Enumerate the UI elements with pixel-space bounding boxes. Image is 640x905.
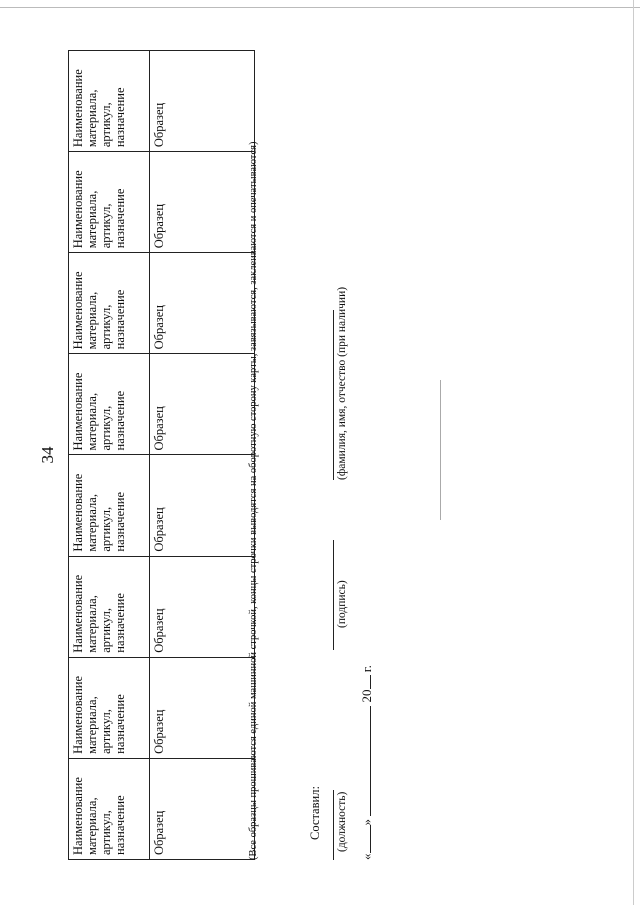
composed-by-label: Составил: [308, 786, 322, 840]
page-right-rule [633, 0, 634, 905]
samples-table [68, 50, 255, 860]
header-cell: Наименование материала, артикул, назначение [69, 152, 150, 253]
name-caption: (фамилия, имя, отчество (при наличии) [336, 286, 348, 480]
year-prefix: 20 [359, 689, 374, 703]
day-blank [358, 826, 371, 854]
header-cell: Наименование материала, артикул, назначение [69, 556, 150, 657]
sample-cell: Образец [150, 556, 255, 657]
page-number: 34 [38, 446, 57, 464]
sample-cell: Образец [150, 253, 255, 354]
date-close-quote: » [359, 819, 374, 826]
scan-artifact-line [440, 380, 441, 520]
sample-cell: Образец [150, 657, 255, 758]
signature-line [333, 540, 334, 650]
table-header-row [69, 51, 150, 860]
table-sample-row [150, 51, 255, 860]
sample-cell: Образец [150, 152, 255, 253]
sample-cell: Образец [150, 758, 255, 859]
month-blank [358, 706, 371, 816]
name-line [333, 310, 334, 480]
sample-cell: Образец [150, 51, 255, 152]
date-row [358, 665, 375, 860]
sample-cell: Образец [150, 354, 255, 455]
year-suffix: г. [359, 665, 374, 673]
header-cell: Наименование материала, артикул, назначение [69, 455, 150, 556]
position-line [333, 790, 334, 860]
sample-cell: Образец [150, 455, 255, 556]
header-cell: Наименование материала, артикул, назначение [69, 758, 150, 859]
header-cell: Наименование материала, артикул, назначение [69, 354, 150, 455]
header-cell: Наименование материала, артикул, назначение [69, 253, 150, 354]
year-blank [358, 676, 371, 690]
header-cell: Наименование материала, артикул, назначение [69, 51, 150, 152]
position-caption: (должность) [336, 791, 348, 852]
date-open-quote: « [359, 853, 374, 860]
header-cell: Наименование материала, артикул, назначение [69, 657, 150, 758]
stitching-note: (Все образцы прошиваются единой машинной строчкой, концы строчки выводятся на оборотную сторону карты, завязываются, заклеиваются и опечатываются) [248, 141, 259, 860]
signature-caption: (подпись) [336, 580, 348, 628]
rotated-content [68, 50, 374, 860]
page-top-rule [0, 7, 640, 8]
